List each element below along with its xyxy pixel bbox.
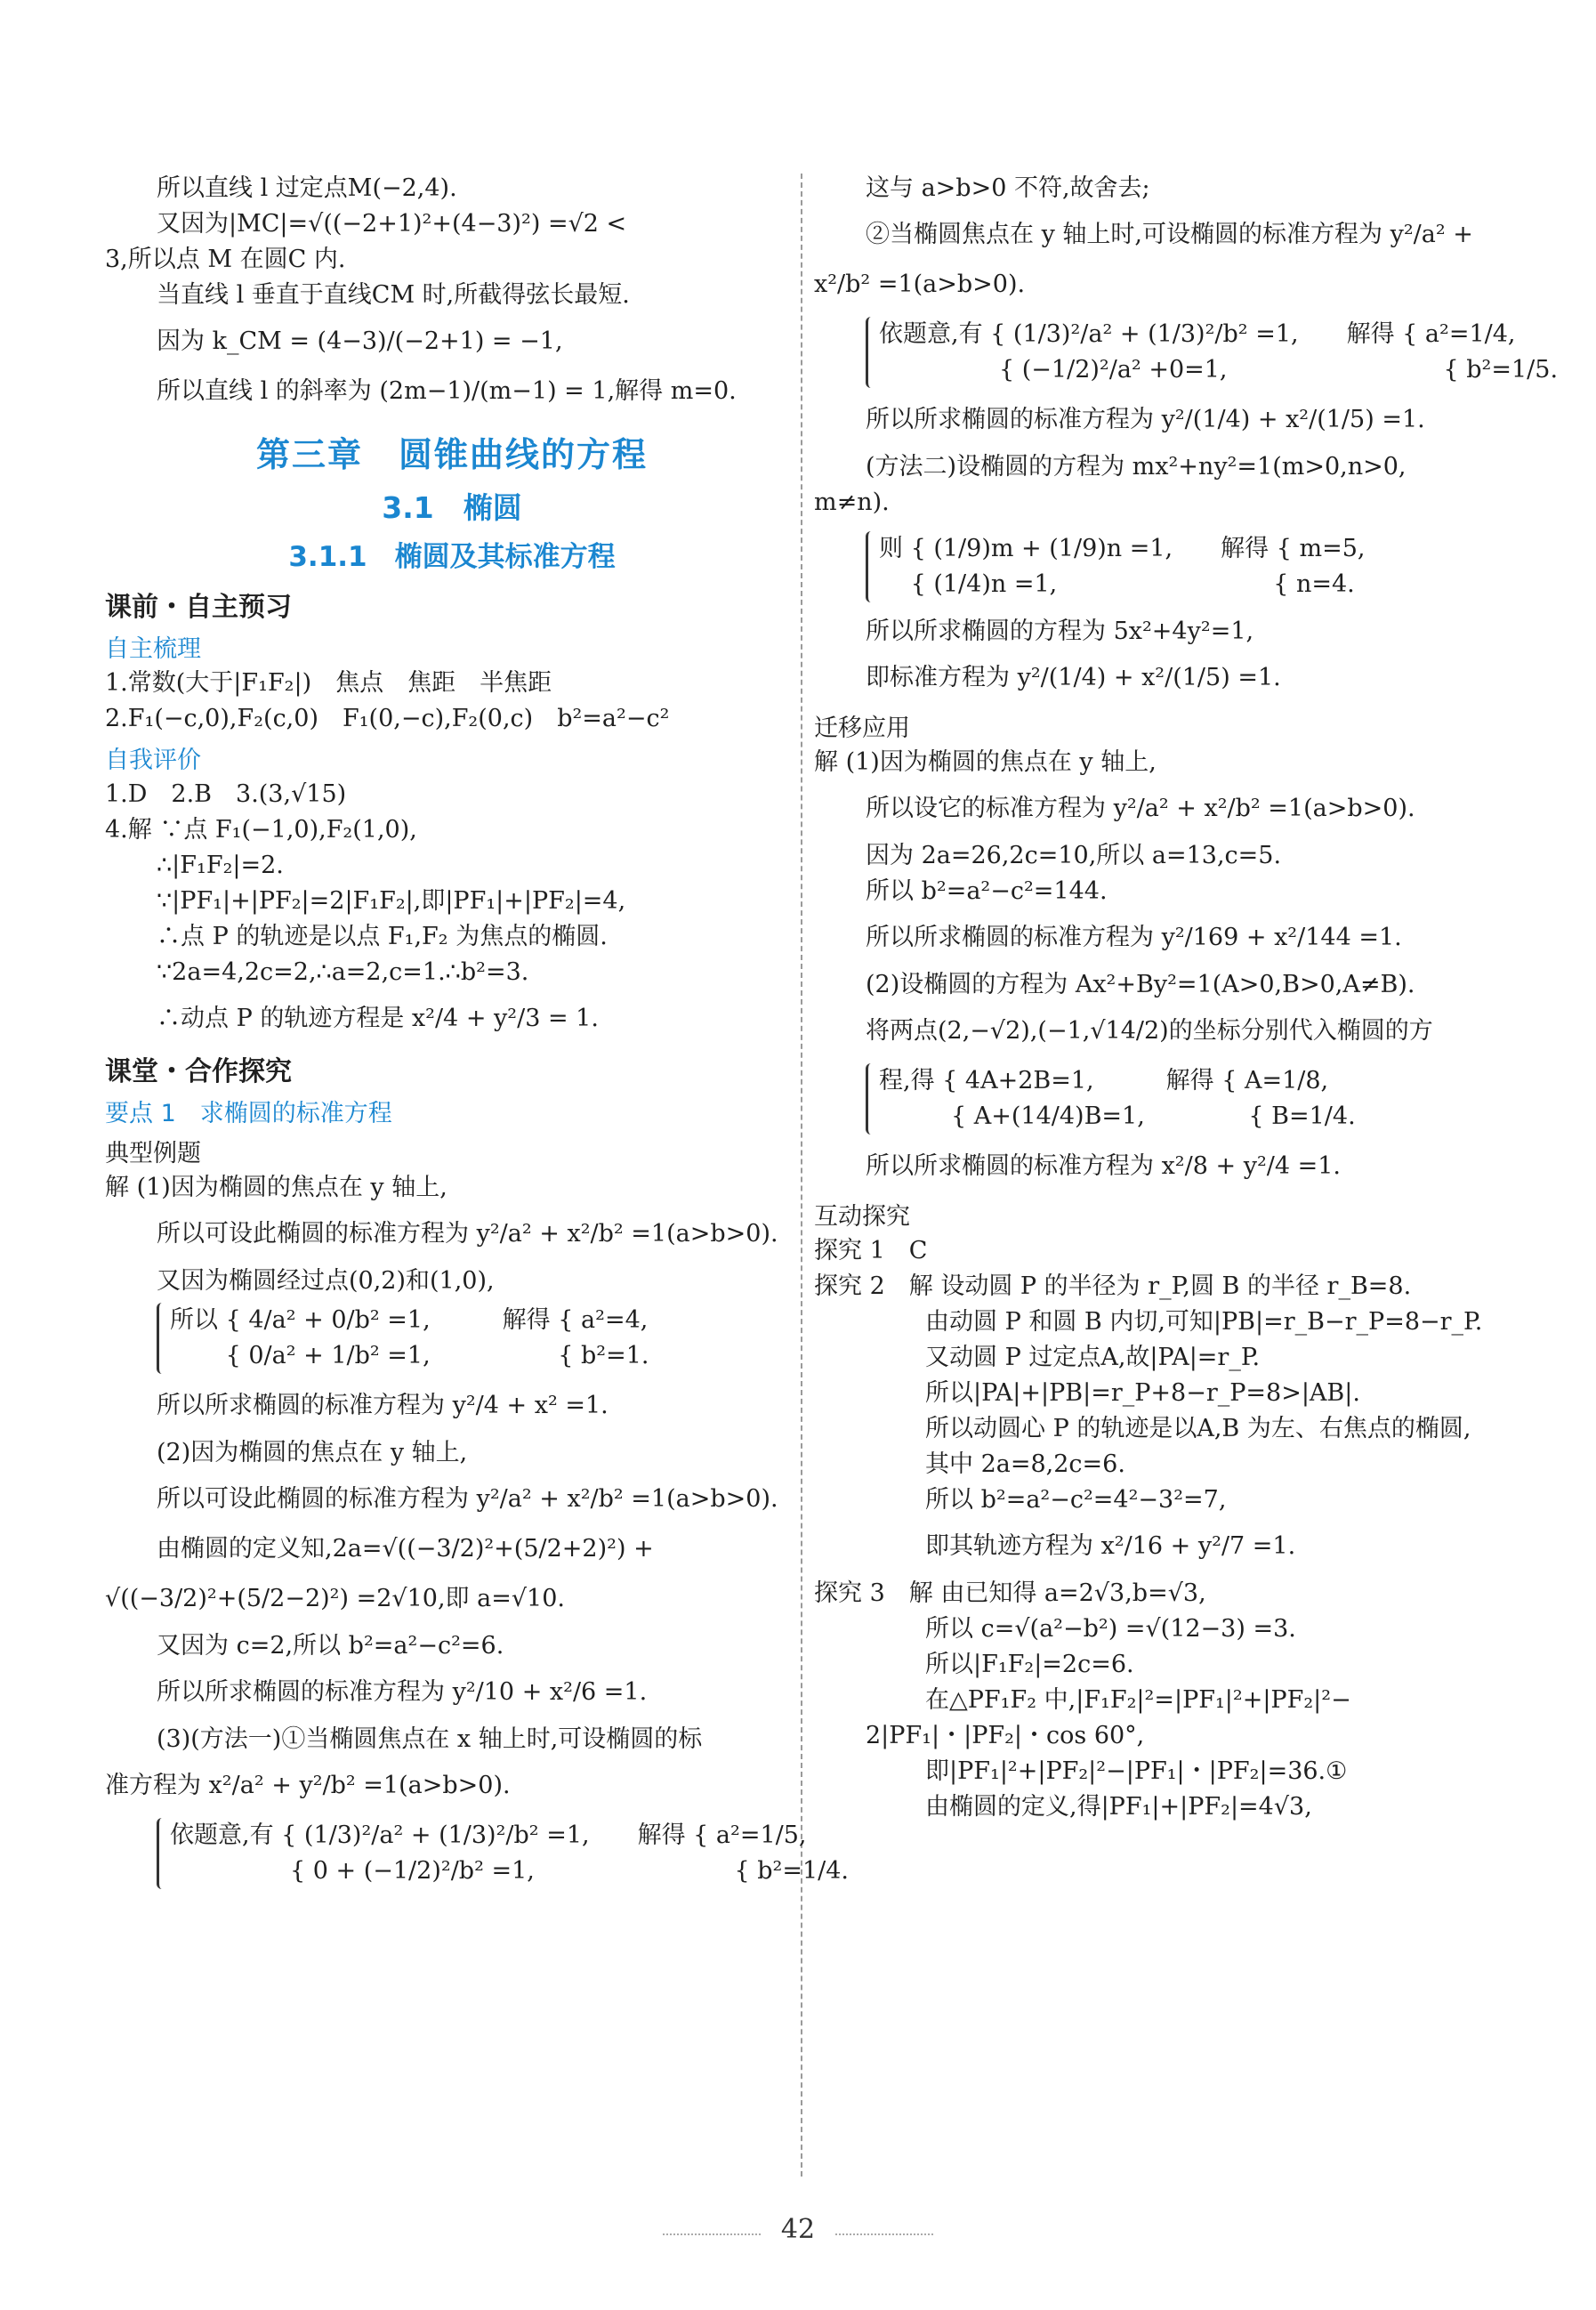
text-line: 所以|PA|+|PB|=r_P+8−r_P=8>|AB|. xyxy=(925,1379,1360,1407)
text-line: 所以 b²=a²−c²=144. xyxy=(866,877,1108,905)
text-line: 解 (1)因为椭圆的焦点在 y 轴上, xyxy=(814,748,1157,776)
summary-heading: 自主梳理 xyxy=(105,635,201,663)
text-line: 又因为|MC|=√((−2+1)²+(4−3)²) =√2 < xyxy=(157,210,627,238)
text-line: 因为 2a=26,2c=10,所以 a=13,c=5. xyxy=(866,842,1282,869)
self-eval-block xyxy=(105,778,799,1038)
text-line: 1.D 2.B 3.(3,√15) xyxy=(105,780,347,808)
example-1-block xyxy=(105,1171,799,1297)
text-line: 将两点(2,−√2),(−1,√14/2)的坐标分别代入椭圆的方 xyxy=(866,1017,1433,1045)
text-line: ∴动点 P 的轨迹方程是 x²/4 + y²/3 = 1. xyxy=(157,1005,599,1032)
text-line: 由椭圆的定义,得|PF₁|+|PF₂|=4√3, xyxy=(925,1793,1312,1821)
text-line: 即|PF₁|²+|PF₂|²−|PF₁|・|PF₂|=36.① xyxy=(925,1757,1348,1785)
example-heading: 典型例题 xyxy=(105,1140,201,1167)
transfer-heading: 迁移应用 xyxy=(814,715,910,742)
text-line: m≠n). xyxy=(814,489,890,516)
text-line: 这与 a>b>0 不符,故舍去; xyxy=(866,174,1150,202)
text-line: 2|PF₁|・|PF₂|・cos 60°, xyxy=(866,1722,1145,1749)
page-number: 42 xyxy=(780,2214,816,2245)
system-row: { (1/4)n =1, { n=4. xyxy=(879,570,1355,598)
text-line: ∵2a=4,2c=2,∴a=2,c=1.∴b²=3. xyxy=(157,958,529,986)
key-point-heading: 要点 1 求椭圆的标准方程 xyxy=(105,1100,392,1127)
text-line: 所以直线 l 的斜率为 (2m−1)/(m−1) = 1,解得 m=0. xyxy=(157,377,737,405)
equation-system-1 xyxy=(157,1303,799,1374)
text-line: 探究 2 解 设动圆 P 的半径为 r_P,圆 B 的半径 r_B=8. xyxy=(814,1272,1412,1300)
text-line: 又因为 c=2,所以 b²=a²−c²=6. xyxy=(157,1632,504,1660)
interactive-block xyxy=(814,1234,1490,1823)
text-line: 又因为椭圆经过点(0,2)和(1,0), xyxy=(157,1267,495,1295)
text-line: 所以|F₁F₂|=2c=6. xyxy=(925,1651,1134,1678)
chapter-title: 第三章 圆锥曲线的方程 xyxy=(255,435,648,474)
text-line: 4.解 ∵点 F₁(−1,0),F₂(1,0), xyxy=(105,816,417,844)
footer-rule-left xyxy=(663,2233,761,2235)
text-line: x²/b² =1(a>b>0). xyxy=(814,271,1026,298)
transfer-result xyxy=(814,1147,1490,1186)
text-line: 所以所求椭圆的标准方程为 y²/10 + x²/6 =1. xyxy=(157,1678,648,1706)
system-row: { 0/a² + 1/b² =1, { b²=1. xyxy=(170,1342,649,1369)
text-line: ∴|F₁F₂|=2. xyxy=(157,852,284,879)
text-line: 所以可设此椭圆的标准方程为 y²/a² + x²/b² =1(a>b>0). xyxy=(157,1220,778,1248)
summary-block xyxy=(105,666,799,735)
text-line: 探究 1 C xyxy=(814,1237,928,1264)
text-line: (3)(方法一)①当椭圆焦点在 x 轴上时,可设椭圆的标 xyxy=(157,1725,703,1753)
text-line: 在△PF₁F₂ 中,|F₁F₂|²=|PF₁|²+|PF₂|²− xyxy=(925,1686,1351,1714)
text-line: 所以所求椭圆的标准方程为 y²/169 + x²/144 =1. xyxy=(866,924,1402,951)
equation-system-2 xyxy=(157,1818,849,1889)
text-line: 准方程为 x²/a² + y²/b² =1(a>b>0). xyxy=(105,1772,511,1799)
equation-system-5 xyxy=(866,1063,1490,1135)
text-line: 所以所求椭圆的方程为 5x²+4y²=1, xyxy=(866,618,1254,645)
text-line: 所以 b²=a²−c²=4²−3²=7, xyxy=(925,1486,1227,1514)
system-row: 则 { (1/9)m + (1/9)n =1, 解得 { m=5, xyxy=(879,535,1366,562)
text-line: 探究 3 解 由已知得 a=2√3,b=√3, xyxy=(814,1579,1206,1607)
text-line: 解 (1)因为椭圆的焦点在 y 轴上, xyxy=(105,1174,447,1201)
method-two-block xyxy=(814,400,1490,519)
self-eval-heading: 自我评价 xyxy=(105,747,201,774)
text-line: 3,所以点 M 在圆C 内. xyxy=(105,246,346,273)
system-row: 程,得 { 4A+2B=1, 解得 { A=1/8, xyxy=(879,1067,1329,1094)
text-line: 所以所求椭圆的标准方程为 y²/(1/4) + x²/(1/5) =1. xyxy=(866,406,1425,433)
footer-rule-right xyxy=(835,2233,933,2235)
text-line: ②当椭圆焦点在 y 轴上时,可设椭圆的标准方程为 y²/a² + xyxy=(866,221,1473,248)
text-line: 因为 k_CM = (4−3)/(−2+1) = −1, xyxy=(157,327,563,355)
system-row: { A+(14/4)B=1, { B=1/4. xyxy=(879,1102,1356,1130)
text-line: 所以设它的标准方程为 y²/a² + x²/b² =1(a>b>0). xyxy=(866,795,1415,822)
text-line: 由动圆 P 和圆 B 内切,可知|PB|=r_B−r_P=8−r_P. xyxy=(925,1308,1483,1336)
section-title: 3.1 椭圆 xyxy=(382,490,522,525)
page-footer xyxy=(0,2214,1596,2245)
text-line: ∵|PF₁|+|PF₂|=2|F₁F₂|,即|PF₁|+|PF₂|=4, xyxy=(157,887,626,915)
equation-system-3 xyxy=(866,317,1559,388)
transfer-block xyxy=(814,746,1490,1051)
text-line: √((−3/2)²+(5/2−2)²) =2√10,即 a=√10. xyxy=(105,1585,565,1612)
system-row: { (−1/2)²/a² +0=1, { b²=1/5. xyxy=(879,356,1559,384)
text-line: 又动圆 P 过定点A,故|PA|=r_P. xyxy=(925,1344,1261,1371)
text-line: 由椭圆的定义知,2a=√((−3/2)²+(5/2+2)²) + xyxy=(157,1535,654,1563)
system-row: 依题意,有 { (1/3)²/a² + (1/3)²/b² =1, 解得 { a²=1/4, xyxy=(879,320,1516,348)
example-2-block xyxy=(105,1386,799,1805)
text-line: 所以可设此椭圆的标准方程为 y²/a² + x²/b² =1(a>b>0). xyxy=(157,1485,778,1513)
text-line: 即其轨迹方程为 x²/16 + y²/7 =1. xyxy=(925,1532,1296,1560)
text-line: 2.F₁(−c,0),F₂(c,0) F₁(0,−c),F₂(0,c) b²=a²−c² xyxy=(105,705,670,732)
text-line: 当直线 l 垂直于直线CM 时,所截得弦长最短. xyxy=(157,281,630,309)
text-line: 1.常数(大于|F₁F₂|) 焦点 焦距 半焦距 xyxy=(105,669,552,697)
text-line: 所以所求椭圆的标准方程为 y²/4 + x² =1. xyxy=(157,1392,609,1419)
left-column xyxy=(105,169,849,2194)
text-line: ∴点 P 的轨迹是以点 F₁,F₂ 为焦点的椭圆. xyxy=(157,923,608,950)
equation-system-4 xyxy=(866,531,1490,602)
interactive-heading: 互动探究 xyxy=(814,1203,910,1231)
system-row: 所以 { 4/a² + 0/b² =1, 解得 { a²=4, xyxy=(170,1306,649,1334)
system-row: 依题意,有 { (1/3)²/a² + (1/3)²/b² =1, 解得 { a²=1/5, xyxy=(170,1821,807,1849)
text-line: 即标准方程为 y²/(1/4) + x²/(1/5) =1. xyxy=(866,664,1281,691)
intro-block xyxy=(105,172,799,411)
text-line: 所以 c=√(a²−b²) =√(12−3) =3. xyxy=(925,1615,1296,1643)
subsection-title: 3.1.1 椭圆及其标准方程 xyxy=(288,541,616,573)
text-line: 所以动圆心 P 的轨迹是以A,B 为左、右焦点的椭圆, xyxy=(925,1415,1471,1442)
method-two-result xyxy=(814,615,1490,698)
continued-block xyxy=(814,172,1490,304)
text-line: 其中 2a=8,2c=6. xyxy=(925,1450,1125,1478)
system-row: { 0 + (−1/2)²/b² =1, { b²=1/4. xyxy=(170,1857,849,1885)
text-line: (2)设椭圆的方程为 Ax²+By²=1(A>0,B>0,A≠B). xyxy=(866,971,1415,998)
class-heading: 课堂・合作探究 xyxy=(105,1056,292,1087)
preview-heading: 课前・自主预习 xyxy=(105,592,292,623)
text-line: (方法二)设椭圆的方程为 mx²+ny²=1(m>0,n>0, xyxy=(866,453,1407,481)
text-line: 所以所求椭圆的标准方程为 x²/8 + y²/4 =1. xyxy=(866,1152,1342,1180)
text-line: (2)因为椭圆的焦点在 y 轴上, xyxy=(157,1439,468,1466)
text-line: 所以直线 l 过定点M(−2,4). xyxy=(157,174,457,202)
right-column xyxy=(814,169,1559,2194)
